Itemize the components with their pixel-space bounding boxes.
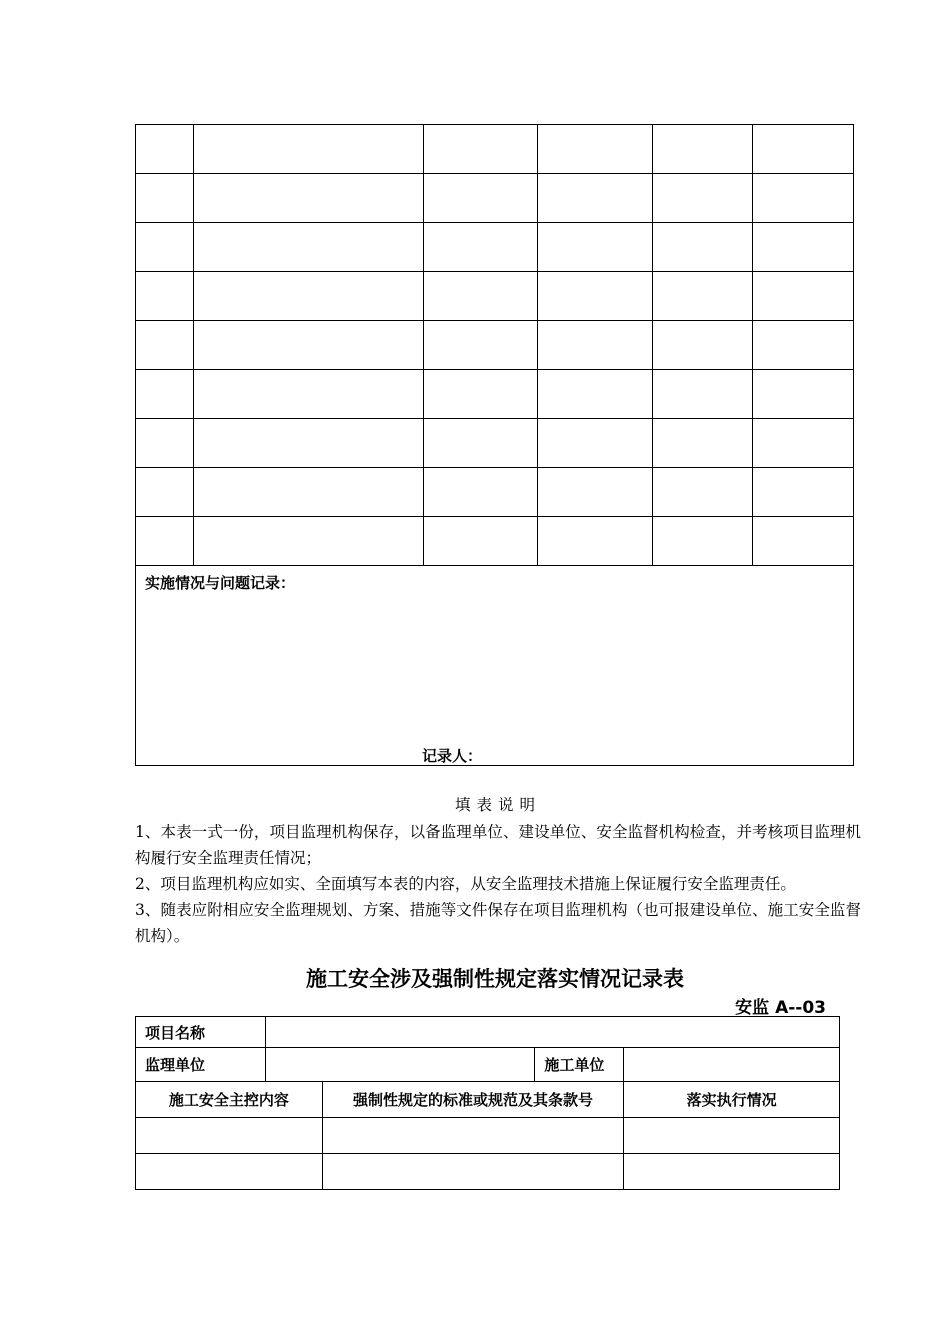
- table-cell[interactable]: [136, 321, 194, 370]
- table-cell[interactable]: [193, 370, 423, 419]
- table-cell[interactable]: [193, 517, 423, 566]
- table-cell[interactable]: [538, 125, 653, 174]
- column-header-control-content: 施工安全主控内容: [136, 1082, 323, 1118]
- table-cell[interactable]: [753, 468, 854, 517]
- table-row: [136, 419, 854, 468]
- table-cell[interactable]: [653, 174, 753, 223]
- table-cell[interactable]: [193, 272, 423, 321]
- recorder-label: 记录人：: [422, 747, 483, 765]
- table-cell[interactable]: [624, 1118, 840, 1154]
- table-cell[interactable]: [423, 419, 538, 468]
- table-cell[interactable]: [193, 468, 423, 517]
- table-cell[interactable]: [136, 272, 194, 321]
- table-cell[interactable]: [653, 125, 753, 174]
- notes-label: 实施情况与问题记录：: [145, 574, 296, 592]
- table-cell[interactable]: [136, 125, 194, 174]
- table-cell[interactable]: [653, 272, 753, 321]
- table-cell[interactable]: [423, 223, 538, 272]
- table-cell[interactable]: [423, 370, 538, 419]
- instruction-item-1: 1、本表一式一份，项目监理机构保存，以备监理单位、建设单位、安全监督机构检查，并考核项目监理机构履行安全监理责任情况；: [135, 823, 861, 867]
- table-cell[interactable]: [193, 419, 423, 468]
- table-cell[interactable]: [753, 517, 854, 566]
- table-cell[interactable]: [653, 517, 753, 566]
- table-row: [136, 517, 854, 566]
- fill-instructions: [135, 792, 861, 949]
- instructions-heading: 填表说明: [454, 796, 541, 814]
- table-cell[interactable]: [136, 223, 194, 272]
- table-cell[interactable]: [423, 272, 538, 321]
- instruction-item-3: 3、随表应附相应安全监理规划、方案、措施等文件保存在项目监理机构（也可报建设单位、施工安全监督机构）。: [135, 901, 861, 945]
- table-cell[interactable]: [753, 419, 854, 468]
- table-row: [136, 370, 854, 419]
- table-cell[interactable]: [538, 272, 653, 321]
- table-cell[interactable]: [624, 1154, 840, 1190]
- table-row: [136, 125, 854, 174]
- table-row: [136, 223, 854, 272]
- table-cell[interactable]: [136, 370, 194, 419]
- table-cell[interactable]: [753, 223, 854, 272]
- table-row: [136, 174, 854, 223]
- table-cell[interactable]: [193, 125, 423, 174]
- table-row: [136, 468, 854, 517]
- table-cell[interactable]: [193, 174, 423, 223]
- form-title: 施工安全涉及强制性规定落实情况记录表: [306, 967, 684, 991]
- table-cell[interactable]: [136, 1154, 323, 1190]
- table-cell[interactable]: [136, 1118, 323, 1154]
- table-cell[interactable]: [653, 370, 753, 419]
- column-header-execution-status: 落实执行情况: [624, 1082, 840, 1118]
- table-cell[interactable]: [322, 1118, 624, 1154]
- supervision-unit-label: 监理单位: [136, 1048, 266, 1082]
- table-cell[interactable]: [538, 370, 653, 419]
- table-cell[interactable]: [538, 419, 653, 468]
- table-cell[interactable]: [653, 419, 753, 468]
- regulation-form-table: [135, 1016, 840, 1190]
- table-cell[interactable]: [423, 174, 538, 223]
- table-cell[interactable]: [653, 223, 753, 272]
- table-cell[interactable]: [136, 517, 194, 566]
- table-cell[interactable]: [653, 321, 753, 370]
- construction-unit-label: 施工单位: [535, 1048, 624, 1082]
- table-cell[interactable]: [538, 174, 653, 223]
- table-cell[interactable]: [193, 223, 423, 272]
- table-cell[interactable]: [423, 468, 538, 517]
- construction-unit-field[interactable]: [624, 1048, 840, 1082]
- table-cell[interactable]: [653, 468, 753, 517]
- table-row: [136, 321, 854, 370]
- notes-cell[interactable]: [136, 566, 854, 766]
- table-row: [136, 1118, 840, 1154]
- table-cell[interactable]: [423, 125, 538, 174]
- table-row: [136, 1154, 840, 1190]
- table-cell[interactable]: [753, 125, 854, 174]
- table-cell[interactable]: [753, 370, 854, 419]
- record-table: [135, 124, 854, 766]
- table-cell[interactable]: [753, 321, 854, 370]
- table-cell[interactable]: [136, 468, 194, 517]
- table-cell[interactable]: [538, 223, 653, 272]
- project-name-label: 项目名称: [136, 1017, 266, 1048]
- form-code: 安监 A--03: [735, 998, 826, 1018]
- table-cell[interactable]: [322, 1154, 624, 1190]
- table-cell[interactable]: [423, 321, 538, 370]
- table-cell[interactable]: [193, 321, 423, 370]
- column-header-regulation-standard: 强制性规定的标准或规范及其条款号: [322, 1082, 624, 1118]
- instruction-item-2: 2、项目监理机构应如实、全面填写本表的内容，从安全监理技术措施上保证履行安全监理责任。: [135, 875, 796, 893]
- project-name-field[interactable]: [265, 1017, 839, 1048]
- table-cell[interactable]: [753, 174, 854, 223]
- table-cell[interactable]: [538, 517, 653, 566]
- table-cell[interactable]: [753, 272, 854, 321]
- table-cell[interactable]: [538, 321, 653, 370]
- table-cell[interactable]: [136, 174, 194, 223]
- supervision-unit-field[interactable]: [265, 1048, 535, 1082]
- table-cell[interactable]: [423, 517, 538, 566]
- table-cell[interactable]: [538, 468, 653, 517]
- table-cell[interactable]: [136, 419, 194, 468]
- table-row: [136, 272, 854, 321]
